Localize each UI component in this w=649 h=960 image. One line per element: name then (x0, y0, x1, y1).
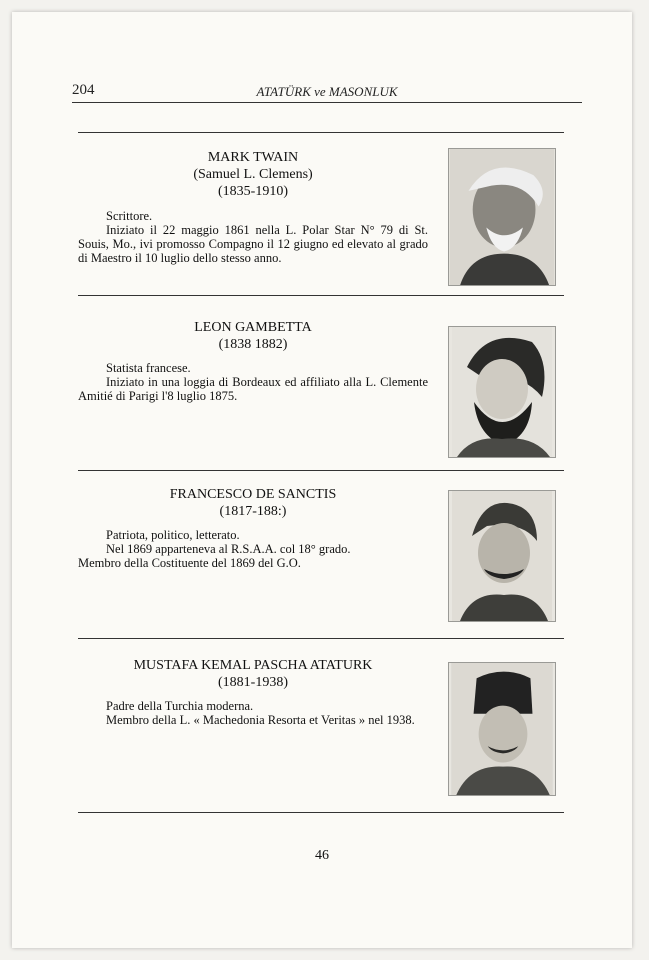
portrait-mustafa-kemal (448, 662, 556, 796)
entry-role: Patriota, politico, letterato. (106, 528, 240, 542)
entry-mustafa-kemal (78, 657, 428, 727)
header-page-number: 204 (72, 82, 95, 98)
entry-name: MUSTAFA KEMAL PASCHA ATATURK (133, 658, 373, 673)
portrait-image (449, 491, 555, 621)
header-rule (72, 102, 582, 103)
entry-divider (78, 812, 564, 813)
header-book-title: ATATÜRK ve MASONLUK (256, 84, 398, 99)
portrait-image (449, 327, 555, 457)
entry-description: Nel 1869 apparteneva al R.S.A.A. col 18° grado. (106, 542, 351, 556)
entry-name: FRANCESCO DE SANCTIS (169, 487, 337, 502)
entry-dates: (1881-1938) (218, 675, 288, 690)
entry-divider (78, 638, 564, 639)
book-page (12, 12, 632, 948)
entry-divider (78, 295, 564, 296)
entry-dates: (1817-188:) (219, 504, 287, 519)
entry-divider (78, 470, 564, 471)
entry-name: MARK TWAIN (207, 150, 299, 165)
entry-aka: (Samuel L. Clemens) (193, 167, 313, 182)
entry-role: Padre della Turchia moderna. (106, 699, 254, 713)
portrait-francesco-de-sanctis (448, 490, 556, 622)
entry-description: Iniziato in una loggia di Bordeaux ed affiliato alla L. Clemente Amitié di Parigi l'8 luglio 1875. (78, 375, 428, 403)
entry-francesco-de-sanctis (78, 486, 428, 570)
portrait-leon-gambetta (448, 326, 556, 458)
entry-dates: (1835-1910) (218, 184, 288, 199)
footer-page-number: 46 (315, 848, 329, 863)
entry-membership: Membro della Costituente del 1869 del G.O. (78, 556, 301, 570)
entry-name: LEON GAMBETTA (194, 320, 312, 335)
portrait-mark-twain (448, 148, 556, 286)
portrait-image (449, 149, 555, 285)
entry-dates: (1838 1882) (218, 337, 288, 352)
entry-mark-twain (78, 149, 428, 265)
entry-divider (78, 132, 564, 133)
entry-description: Membro della L. « Machedonia Resorta et Veritas » nel 1938. (106, 713, 415, 727)
portrait-image (449, 663, 555, 795)
entry-role: Scrittore. (106, 209, 153, 223)
entry-role: Statista francese. (106, 361, 191, 375)
entry-description: Iniziato il 22 maggio 1861 nella L. Polar Star N° 79 di St. Souis, Mo., ivi promosso Compagno il 12 giugno ed elevato al grado di Maestro il 10 luglio dello stesso anno. (78, 223, 428, 265)
entry-leon-gambetta (78, 319, 428, 403)
